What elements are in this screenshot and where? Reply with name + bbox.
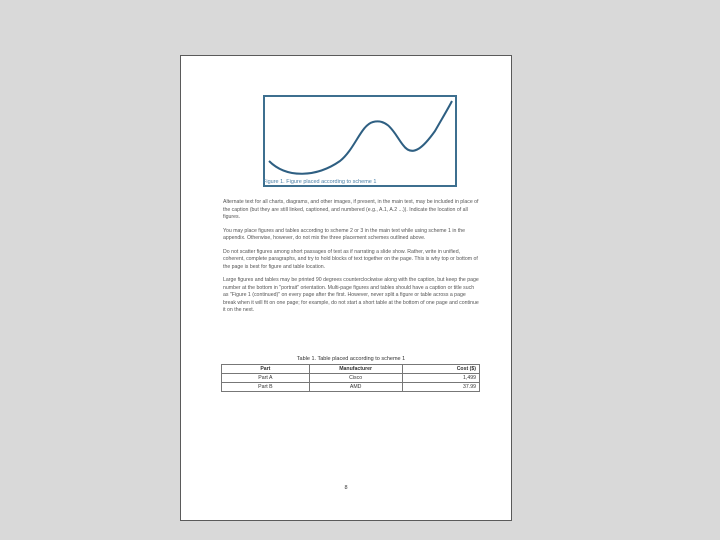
cell-cost: 1,499 xyxy=(402,374,479,383)
paragraph: Large figures and tables may be printed 90 degrees counterclockwise along with the caption, but keep the page number at the bottom in "portrait" orientation. Multi-page figures and tables should have a caption or title such as "Figure 1 (continued)" on every page after the first. However, never split a figure or table across a page break when it will fit on one page; for example, do not start a short table at the bottom of one page and continue it on the next. xyxy=(223,277,479,313)
figure-1 xyxy=(263,95,457,187)
paragraph: You may place figures and tables according to scheme 2 or 3 in the main text while using scheme 1 in the appendix. Otherwise, however, do not mix the three placement schemes outlined above. xyxy=(223,227,466,241)
cell-cost: 37.99 xyxy=(402,383,479,392)
paragraph: Alternate text for all charts, diagrams, and other images, if present, in the main text, may be included in place of the caption (but they are still linked, captioned, and numbered (e.g., A.1, A.2 ...)). Indicate the location of all figures. xyxy=(223,199,479,220)
cell-part: Part B xyxy=(222,383,310,392)
paragraph: Do not scatter figures among short passages of text as if narrating a slide show. Rather, write in unified, coherent, complete paragraphs, and try to hold blocks of text together on the page. This is why top or bottom of the page is best for figure and table location. xyxy=(223,248,478,270)
parts-table xyxy=(221,364,480,392)
figure-1-curve-graphic xyxy=(265,97,455,185)
table-header-row xyxy=(222,365,480,374)
table-caption: Table 1. Table placed according to scheme 1 xyxy=(296,356,406,362)
document-page xyxy=(180,55,512,521)
table-row xyxy=(222,374,480,383)
figure-1-curve xyxy=(269,101,452,174)
cell-part: Part A xyxy=(222,374,310,383)
figure-caption: Figure 1. Figure placed according to scheme 1 xyxy=(263,179,377,185)
page-number: 8 xyxy=(344,485,348,491)
column-header-cost: Cost ($) xyxy=(402,365,479,374)
cell-manufacturer: Cisco xyxy=(309,374,402,383)
cell-manufacturer: AMD xyxy=(309,383,402,392)
column-header-manufacturer: Manufacturer xyxy=(309,365,402,374)
table-row xyxy=(222,383,480,392)
body-text xyxy=(223,199,479,321)
column-header-part: Part xyxy=(222,365,310,374)
